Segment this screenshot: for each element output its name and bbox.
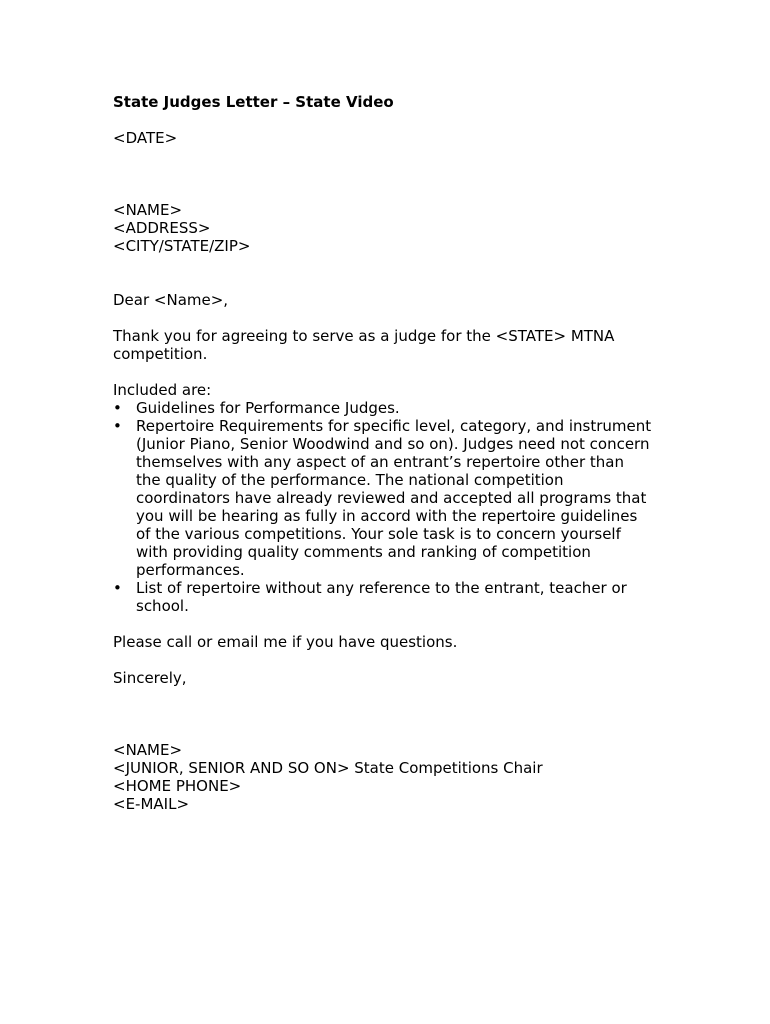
bullet-icon: • bbox=[113, 579, 122, 597]
sender-email: <E-MAIL> bbox=[113, 795, 190, 813]
spacer bbox=[113, 111, 673, 129]
intro-line: Thank you for agreeing to serve as a judge for the <STATE> MTNA bbox=[113, 327, 615, 345]
included-list bbox=[113, 399, 673, 615]
letter-date: <DATE> bbox=[113, 129, 178, 147]
salutation: Dear <Name>, bbox=[113, 291, 229, 309]
sender-name: <NAME> bbox=[113, 741, 183, 759]
bullet-icon: • bbox=[113, 417, 122, 435]
bullet-icon: • bbox=[113, 399, 122, 417]
intro-paragraph bbox=[113, 327, 673, 363]
recipient-city-state-zip: <CITY/STATE/ZIP> bbox=[113, 237, 251, 255]
spacer bbox=[113, 363, 673, 381]
list-item-line: Repertoire Requirements for specific level, category, and instrument bbox=[136, 417, 652, 435]
letter-page bbox=[113, 93, 673, 813]
list-item-line: with providing quality comments and ranking of competition bbox=[136, 543, 591, 561]
list-item bbox=[113, 417, 673, 579]
sender-phone: <HOME PHONE> bbox=[113, 777, 242, 795]
list-item-line: the quality of the performance. The national competition bbox=[136, 471, 564, 489]
recipient-name: <NAME> bbox=[113, 201, 183, 219]
list-item-line: of the various competitions. Your sole task is to concern yourself bbox=[136, 525, 621, 543]
recipient-block bbox=[113, 201, 673, 255]
spacer bbox=[113, 147, 673, 201]
list-item-line: performances. bbox=[136, 561, 245, 579]
spacer bbox=[113, 255, 673, 291]
letter-title: State Judges Letter – State Video bbox=[113, 93, 394, 111]
spacer bbox=[113, 651, 673, 669]
list-item-line: coordinators have already reviewed and accepted all programs that bbox=[136, 489, 647, 507]
included-heading: Included are: bbox=[113, 381, 212, 399]
recipient-address: <ADDRESS> bbox=[113, 219, 211, 237]
list-item-line: (Junior Piano, Senior Woodwind and so on). Judges need not concern bbox=[136, 435, 650, 453]
spacer bbox=[113, 687, 673, 741]
closing-request: Please call or email me if you have questions. bbox=[113, 633, 458, 651]
list-item bbox=[113, 399, 673, 417]
sender-title: <JUNIOR, SENIOR AND SO ON> State Competitions Chair bbox=[113, 759, 543, 777]
intro-line: competition. bbox=[113, 345, 208, 363]
list-item-line: you will be hearing as fully in accord with the repertoire guidelines bbox=[136, 507, 638, 525]
spacer bbox=[113, 615, 673, 633]
spacer bbox=[113, 309, 673, 327]
list-item-line: Guidelines for Performance Judges. bbox=[136, 399, 400, 417]
list-item-line: school. bbox=[136, 597, 189, 615]
list-item-line: themselves with any aspect of an entrant’s repertoire other than bbox=[136, 453, 624, 471]
sender-block bbox=[113, 741, 673, 813]
list-item-line: List of repertoire without any reference to the entrant, teacher or bbox=[136, 579, 627, 597]
list-item bbox=[113, 579, 673, 615]
sign-off: Sincerely, bbox=[113, 669, 187, 687]
